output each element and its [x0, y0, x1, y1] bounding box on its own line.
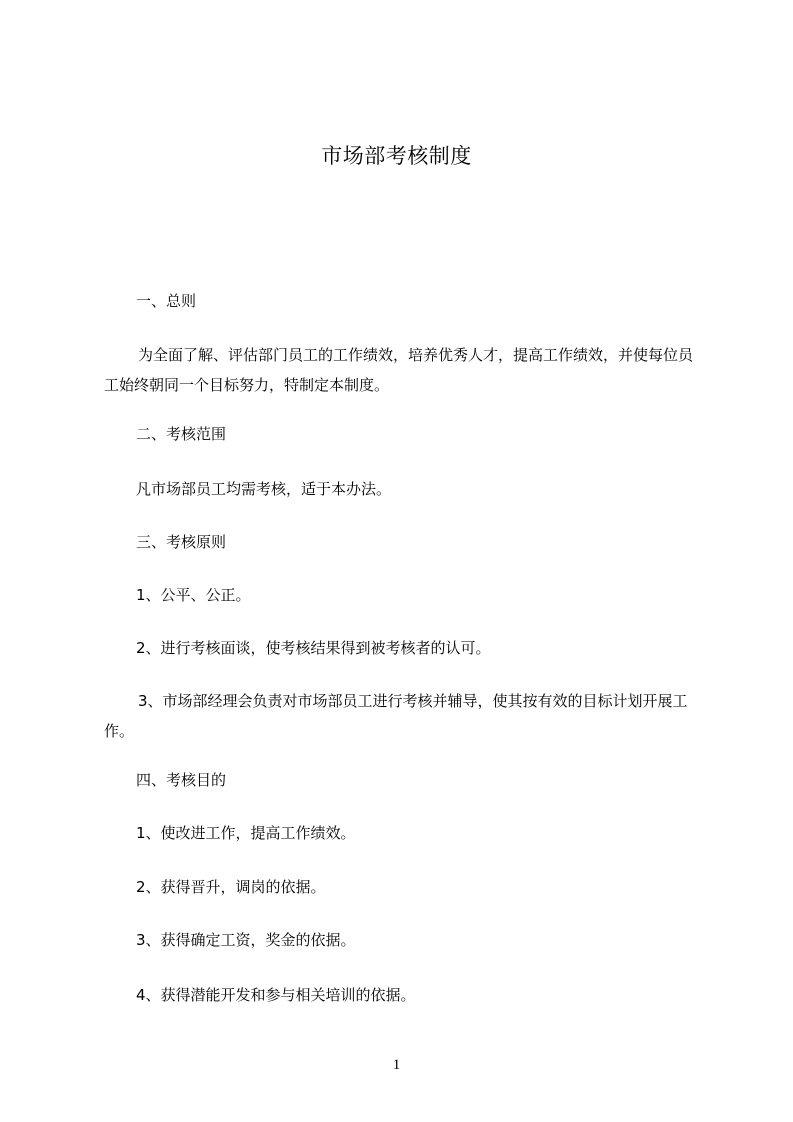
principle-item-1: 1、公平、公正。: [136, 586, 251, 604]
purpose-item-4: 4、获得潜能开发和参与相关培训的依据。: [136, 986, 416, 1004]
section-body-general: 为全面了解、评估部门员工的工作绩效，培养优秀人才，提高工作绩效，并使每位员工始终朝同一个目标努力，特制定本制度。: [104, 346, 694, 394]
section-heading-purpose: 四、考核目的: [136, 771, 227, 789]
purpose-item-3: 3、获得确定工资，奖金的依据。: [136, 931, 356, 949]
purpose-item-1: 1、使改进工作，提高工作绩效。: [136, 824, 356, 842]
principle-item-2: 2、进行考核面谈，使考核结果得到被考核者的认可。: [136, 639, 491, 657]
purpose-item-2: 2、获得晋升，调岗的依据。: [136, 878, 326, 896]
document-title: 市场部考核制度: [321, 144, 472, 168]
section-body-scope: 凡市场部员工均需考核，适于本办法。: [136, 480, 392, 498]
principle-item-3: 3、市场部经理会负责对市场部员工进行考核并辅导，使其按有效的目标计划开展工作。: [104, 692, 688, 740]
section-heading-principles: 三、考核原则: [136, 533, 227, 551]
section-heading-scope: 二、考核范围: [136, 425, 227, 443]
page-number: 1: [392, 1057, 401, 1073]
section-heading-general: 一、总则: [136, 292, 197, 310]
